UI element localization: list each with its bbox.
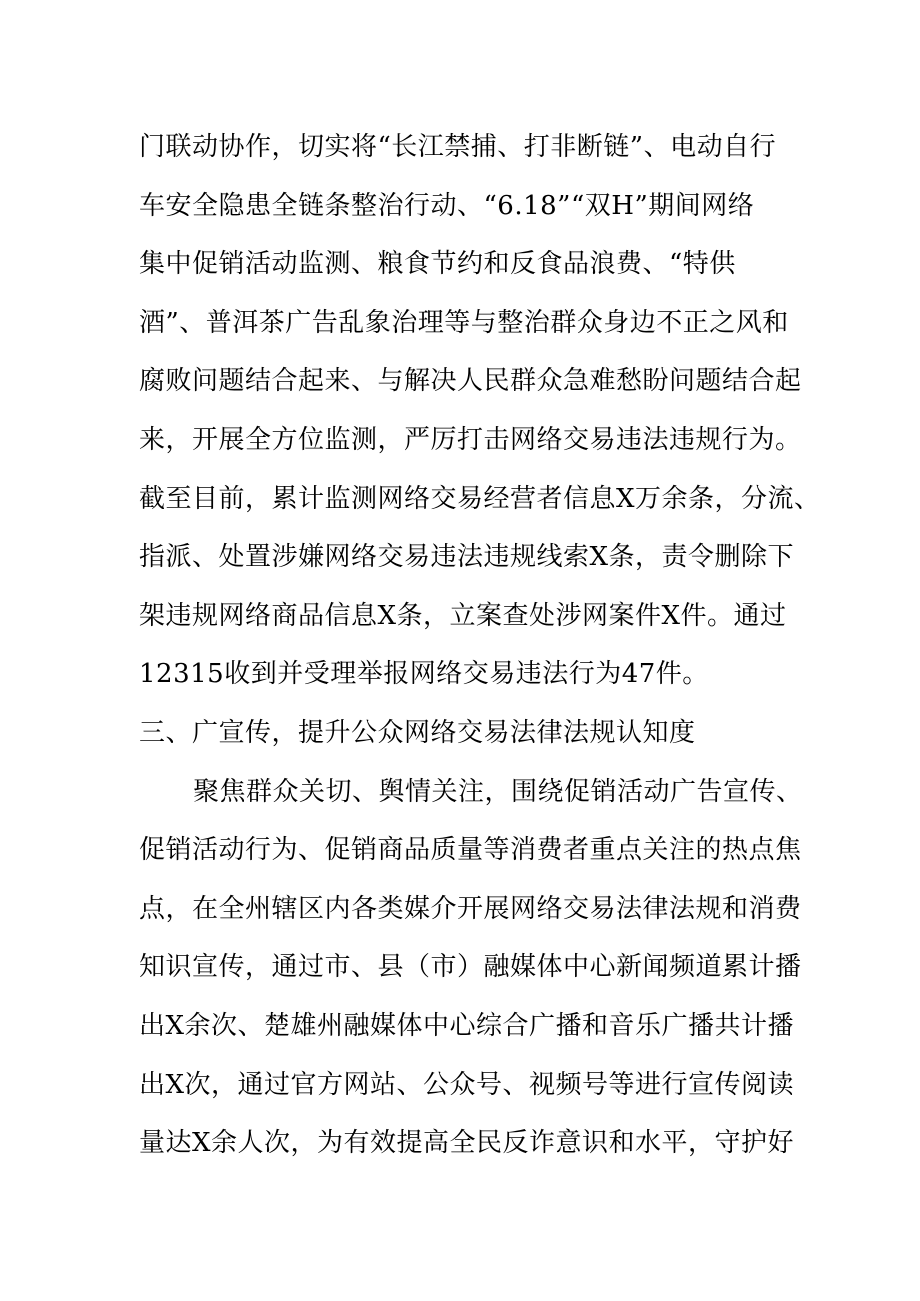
paragraph-line: 集中促销活动监测、粮食节约和反食品浪费、“特供 [139, 249, 736, 280]
paragraph-line: 出X次，通过官方网站、公众号、视频号等进行宣传阅读 [139, 1069, 795, 1100]
paragraph-line: 截至目前，累计监测网络交易经营者信息X万余条，分流、 [139, 483, 821, 514]
paragraph-line: 腐败问题结合起来、与解决人民群众急难愁盼问题结合起 [139, 366, 802, 397]
document-body [139, 118, 821, 1173]
paragraph-line: 门联动协作，切实将“长江禁捕、打非断链”、电动自行 [139, 132, 777, 162]
paragraph-line: 知识宣传，通过市、县（市）融媒体中心新闻频道累计播 [139, 952, 802, 983]
paragraph-line: 架违规网络商品信息X条，立案查处涉网案件X件。通过 [139, 600, 787, 631]
section-heading: 三、广宣传，提升公众网络交易法律法规认知度 [139, 717, 696, 748]
paragraph-line: 促销活动行为、促销商品质量等消费者重点关注的热点焦 [139, 835, 802, 866]
paragraph-line: 指派、处置涉嫌网络交易违法违规线索X条，责令删除下 [139, 542, 795, 573]
paragraph-line: 聚焦群众关切、舆情关注，围绕促销活动广告宣传、 [193, 776, 803, 807]
paragraph-line: 量达X余人次，为有效提高全民反诈意识和水平，守护好 [139, 1128, 795, 1159]
paragraph-line: 来，开展全方位监测，严厉打击网络交易违法违规行为。 [139, 424, 802, 455]
paragraph-line: 车安全隐患全链条整治行动、“6.18”“双H”期间网络 [139, 190, 755, 221]
paragraph-line: 点，在全州辖区内各类媒介开展网络交易法律法规和消费 [139, 893, 802, 924]
paragraph-line: 12315收到并受理举报网络交易违法行为47件。 [139, 659, 709, 690]
paragraph-line: 出X余次、楚雄州融媒体中心综合广播和音乐广播共计播 [139, 1010, 795, 1041]
paragraph-line: 酒”、普洱茶广告乱象治理等与整治群众身边不正之风和 [139, 307, 789, 338]
